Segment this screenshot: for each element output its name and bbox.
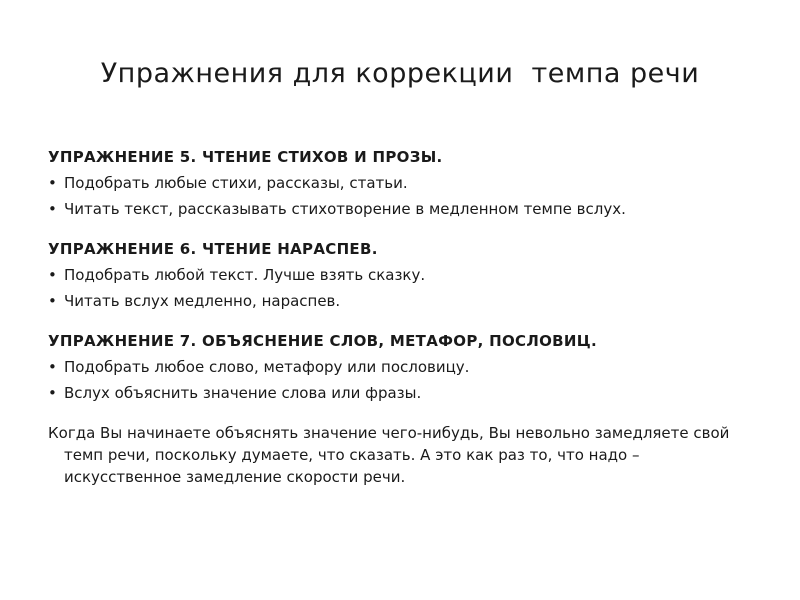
list-item: [48, 382, 760, 404]
slide-title: Упражнения для коррекции темпа речи: [100, 58, 700, 89]
explanation-paragraph: Когда Вы начинаете объяснять значение чего-нибудь, Вы невольно замедляете свой темп речи, поскольку думаете, что сказать. А это как раз то, что надо – искусственное замедление скорости речи.: [48, 424, 730, 486]
bullet-icon: •: [48, 174, 57, 192]
exercise-7-section: [48, 330, 760, 404]
bullet-text: Подобрать любое слово, метафору или пословицу.: [64, 358, 470, 376]
exercise-6-section: [48, 238, 760, 312]
bullet-text: Вслух объяснить значение слова или фразы.: [64, 384, 422, 402]
list-item: [48, 172, 760, 194]
bullet-icon: •: [48, 200, 57, 218]
exercise-7-heading: УПРАЖНЕНИЕ 7. ОБЪЯСНЕНИЕ СЛОВ, МЕТАФОР, ПОСЛОВИЦ.: [48, 332, 597, 350]
bullet-icon: •: [48, 266, 57, 284]
bullet-icon: •: [48, 292, 57, 310]
exercise-5-section: [48, 146, 760, 220]
list-item: [48, 264, 760, 286]
bullet-text: Читать текст, рассказывать стихотворение в медленном темпе вслух.: [64, 200, 626, 218]
list-item: [48, 290, 760, 312]
list-item: [48, 198, 760, 220]
bullet-icon: •: [48, 358, 57, 376]
bullet-text: Читать вслух медленно, нараспев.: [64, 292, 341, 310]
bullet-icon: •: [48, 384, 57, 402]
bullet-text: Подобрать любой текст. Лучше взять сказку.: [64, 266, 426, 284]
list-item: [48, 356, 760, 378]
slide-content: [48, 146, 760, 488]
exercise-6-heading: УПРАЖНЕНИЕ 6. ЧТЕНИЕ НАРАСПЕВ.: [48, 240, 378, 258]
exercise-5-heading: УПРАЖНЕНИЕ 5. ЧТЕНИЕ СТИХОВ И ПРОЗЫ.: [48, 148, 443, 166]
bullet-text: Подобрать любые стихи, рассказы, статьи.: [64, 174, 408, 192]
